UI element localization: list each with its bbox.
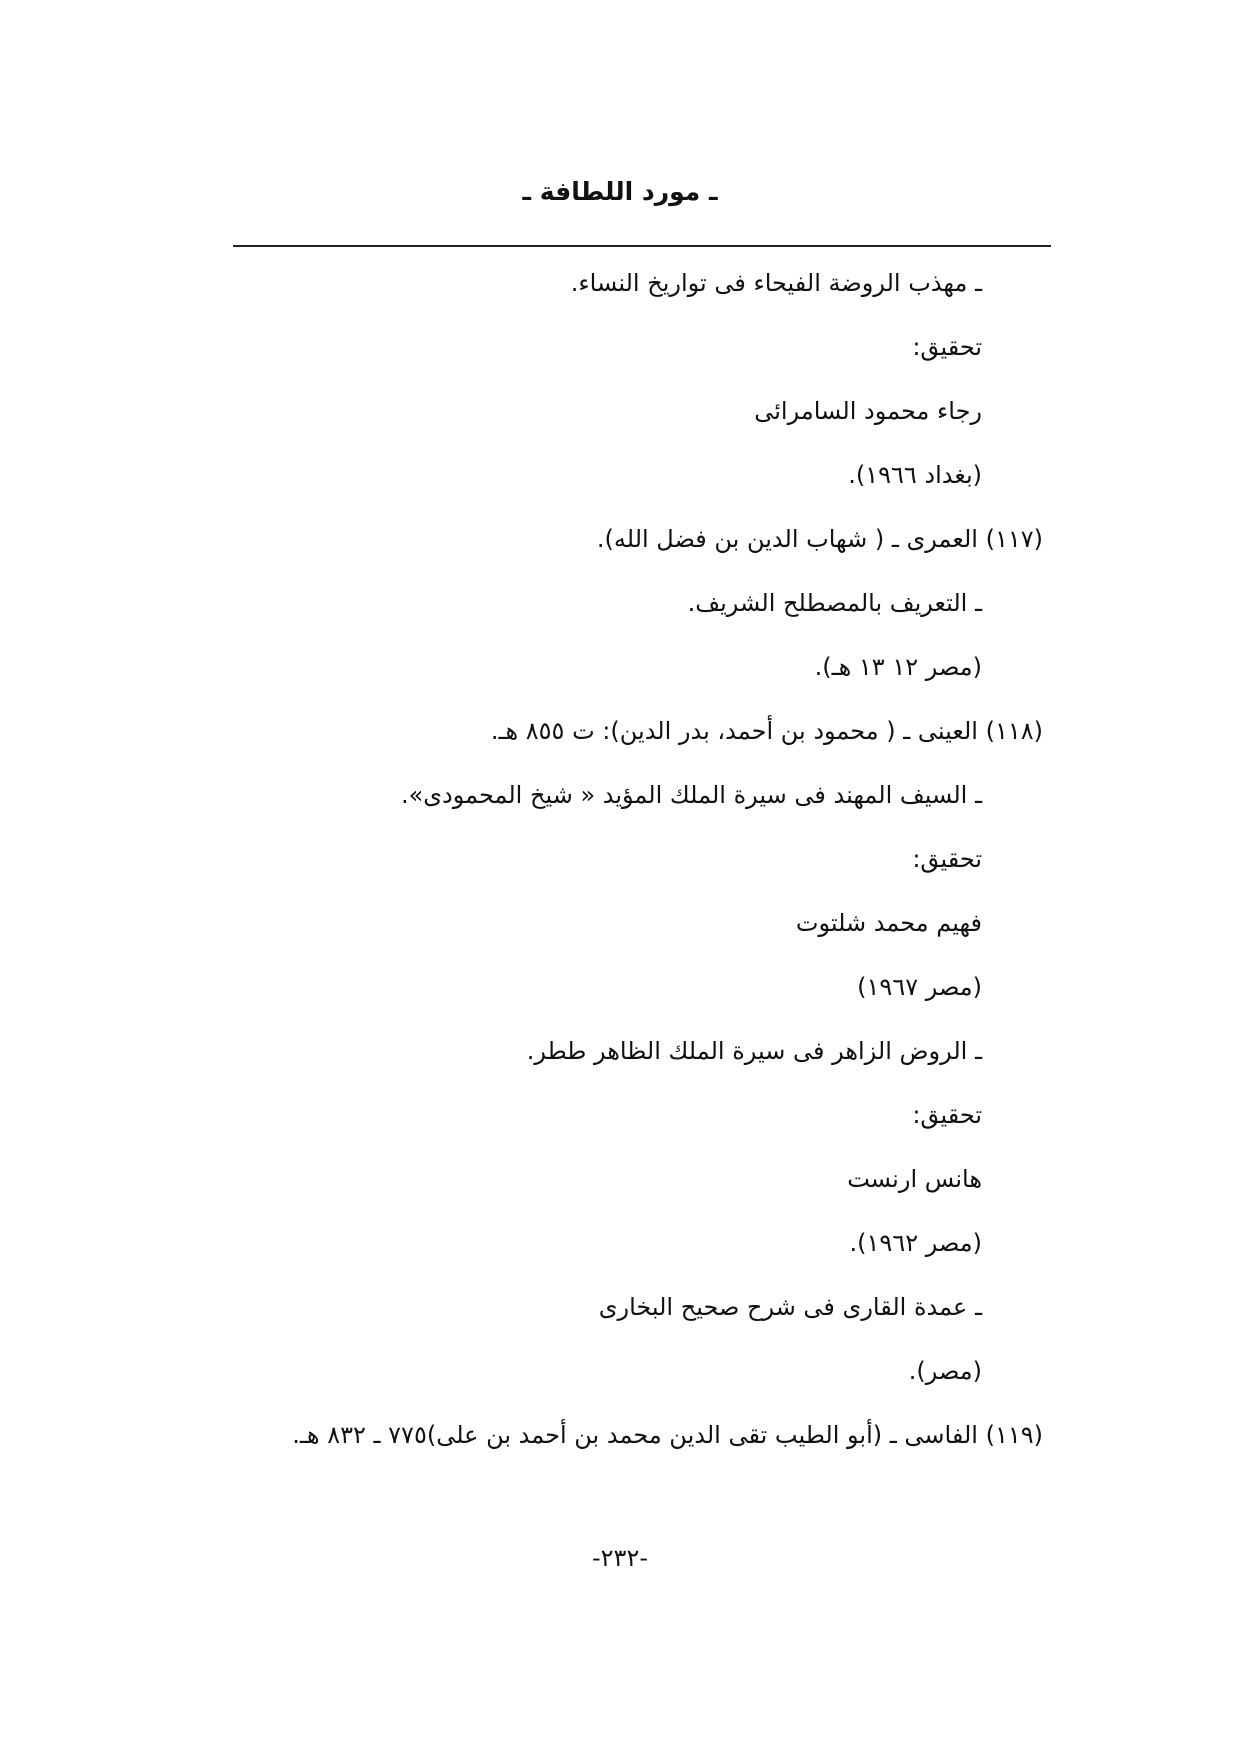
bibliography-line: (مصر ١٩٦٧) — [857, 973, 982, 1001]
header-divider — [233, 245, 1051, 247]
bibliography-line: (مصر). — [908, 1357, 982, 1385]
bibliography-entry-heading: (١١٨) العينى ـ ( محمود بن أحمد، بدر الدين): ت ٨٥٥ هـ. — [490, 717, 1043, 745]
bibliography-entry-heading: (١١٧) العمرى ـ ( شهاب الدين بن فضل الله). — [596, 525, 1043, 553]
bibliography-line: تحقيق: — [912, 1101, 982, 1129]
bibliography-line: ـ التعريف بالمصطلح الشريف. — [687, 589, 982, 617]
bibliography-line: تحقيق: — [912, 333, 982, 361]
bibliography-line: (مصر ١٩٦٢). — [849, 1229, 982, 1257]
bibliography-line: ـ الروض الزاهر فى سيرة الملك الظاهر ططر. — [526, 1037, 982, 1065]
bibliography-line: هانس ارنست — [847, 1165, 982, 1193]
bibliography-line: فهيم محمد شلتوت — [795, 909, 982, 937]
bibliography-line: رجاء محمود السامرائى — [754, 397, 982, 425]
page-header-title: ـ مورد اللطافة ـ — [522, 177, 718, 206]
page-number: -٢٣٢- — [591, 1544, 648, 1572]
bibliography-line: ـ مهذب الروضة الفيحاء فى تواريخ النساء. — [570, 269, 982, 297]
bibliography-entry-heading: (١١٩) الفاسى ـ (أبو الطيب تقى الدين محمد بن أحمد بن على)٧٧٥ ـ ٨٣٢ هـ. — [292, 1421, 1043, 1449]
bibliography-line: ـ السيف المهند فى سيرة الملك المؤيد « شيخ المحمودى». — [400, 781, 982, 809]
bibliography-line: (بغداد ١٩٦٦). — [848, 461, 982, 489]
bibliography-line: تحقيق: — [912, 845, 982, 873]
bibliography-line: (مصر ١٢ ١٣ هـ). — [814, 653, 982, 681]
bibliography-line: ـ عمدة القارى فى شرح صحيح البخارى — [598, 1293, 982, 1321]
